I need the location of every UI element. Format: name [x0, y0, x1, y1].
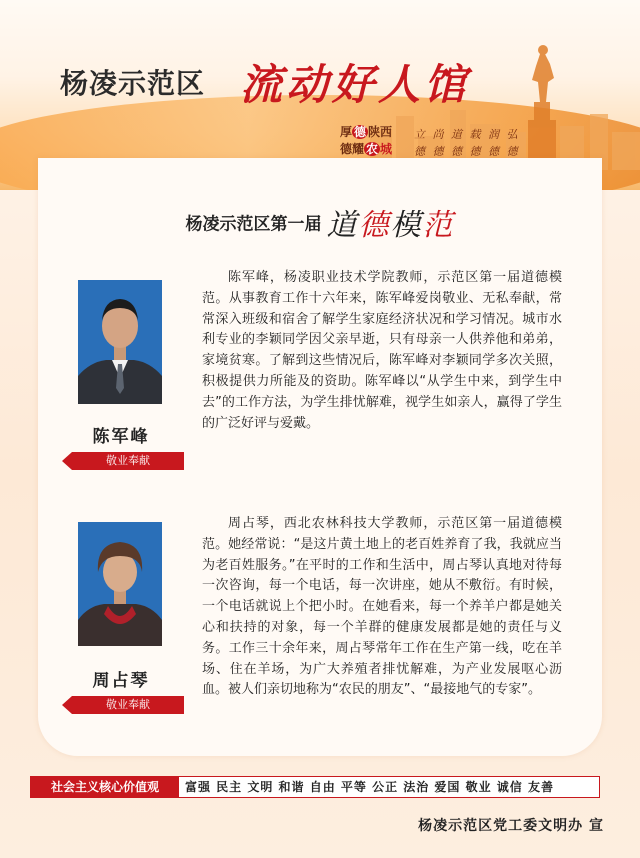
section-title [38, 200, 602, 244]
badge-text-highlight: 农 [366, 142, 379, 156]
slogan-bottom-row: 德 德 德 德 德 德 [414, 145, 520, 158]
profile-bio: 周占琴，西北农林科技大学教师，示范区第一届道德模范。她经常说：“是这片黄土地上的老百姓养育了我，我就应当为老百姓服务。”在平时的工作和生活中，周占琴认真地对待每一次咨询，每一个电话，每一次讲座，她从不敷衍。有时候，一个电话就说上个把小时。在她看来，每一个养羊户都是她关心和扶持的对象，每一个羊群的健康发展都是她的责任与义务。工作三十余年来，周占琴常年工作在生产第一线，吃在羊场、住在羊场，为广大养殖者排忧解难，为产业发展呕心沥血。被人们亲切地称为“农民的朋友”、“最接地气的专家”。 [202, 516, 562, 698]
slogan-top-row: 立 尚 道 载 润 弘 [414, 128, 520, 141]
core-values-bar [30, 776, 600, 798]
profile-name: 陈军峰 [92, 427, 150, 447]
badge-text: 城 [380, 142, 393, 156]
section-title-char: 道 [326, 208, 359, 243]
hode-shaanxi-badge [340, 124, 410, 160]
portrait-photo [78, 280, 162, 404]
section-title-char: 模 [390, 208, 423, 243]
core-values-label: 社会主义核心价值观 [31, 777, 179, 797]
section-title-char-highlight: 德 [358, 208, 391, 243]
core-values-list: 富强 民主 文明 和谐 自由 平等 公正 法治 爱国 敬业 诚信 友善 [185, 780, 554, 794]
profile-tag: 敬业奉献 [72, 452, 184, 470]
badge-text: 陕西 [368, 125, 393, 139]
badge-text: 厚 [340, 125, 353, 139]
section-title-plain: 杨凌示范区第一届 [185, 214, 322, 235]
header-title: 杨凌示范区 [60, 67, 206, 100]
portrait-photo [78, 522, 162, 646]
publisher-credit: 杨凌示范区党工委文明办 宣 [418, 818, 604, 834]
header-script-title: 流动好人馆 [240, 60, 471, 109]
badge-text: 德耀 [340, 142, 365, 156]
content-panel [38, 158, 602, 756]
section-title-char-highlight: 范 [422, 208, 455, 243]
profile-name: 周占琴 [92, 671, 150, 691]
profile-tag: 敬业奉献 [72, 696, 184, 714]
section-title-script [327, 208, 455, 243]
badge-line-2 [340, 141, 410, 158]
profile-bio: 陈军峰，杨凌职业技术学院教师，示范区第一届道德模范。从事教育工作十六年来，陈军峰爱岗敬业、无私奉献，常常深入班级和宿舍了解学生家庭经济状况和学习情况。城市水利专业的李颖同学因父亲早逝，只有母亲一人供养他和弟弟，家境贫寒。了解到这些情况后，陈军峰对李颖同学多次关照，积极提供力所能及的资助。陈军峰以“从学生中来，到学生中去”的工作方法，为学生排忧解难，视学生如亲人，赢得了学生的广泛好评与爱戴。 [202, 270, 562, 431]
badge-text-highlight: 德 [354, 125, 367, 139]
badge-line-1 [340, 124, 410, 141]
